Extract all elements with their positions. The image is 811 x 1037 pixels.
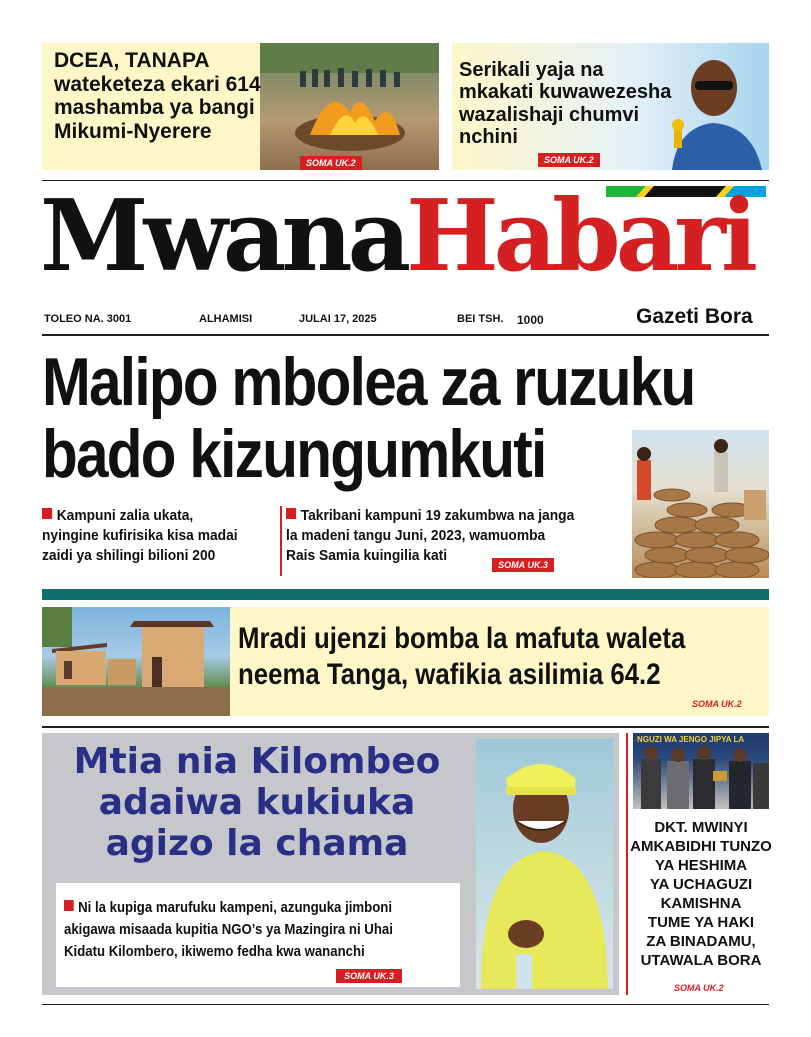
masthead-logo[interactable] (40, 178, 780, 296)
issue-number: TOLEO NA. 3001 (44, 313, 132, 325)
lead-soma[interactable]: SOMA UK.3 (492, 558, 554, 572)
fertilizer-sacks-photo (632, 430, 769, 578)
award-banner-text: NGUZI WA JENGO JIPYA LA (637, 735, 745, 744)
price-value: 1000 (517, 313, 544, 327)
teaser-right-title: Serikali yaja na mkakati kuwawezesha wazalishaji chumvi nchini (459, 59, 672, 149)
pipeline-bottom-rule (42, 726, 769, 728)
kilombero-bullet-box (56, 883, 460, 987)
pipeline-soma[interactable]: SOMA UK.2 (692, 699, 742, 709)
kilombero-soma[interactable]: SOMA UK.3 (336, 969, 402, 983)
kilombero-headline: Mtia nia Kilombeo adaiwa kukiuka agizo la chama (73, 741, 441, 864)
masthead-name-black: Mwana (40, 179, 407, 294)
bullet-square-icon (286, 508, 296, 519)
masthead-name-red: Habari (406, 179, 754, 294)
sidebar-caption[interactable]: DKT. MWINYI AMKABIDHI TUNZO YA HESHIMA YA UCHAGUZI KAMISHNA TUME YA HAKI ZA BINADAMU, UTAWALA BORA (630, 819, 772, 969)
pipeline-headline: Mradi ujenzi bomba la mafuta waleta neema Tanga, wafikia asilimia 64.2 (238, 622, 686, 691)
teaser-left-title: DCEA, TANAPA wateketeza ekari 614 mashamba ya bangi Mikumi-Nyerere (54, 49, 261, 143)
kilombero-story[interactable] (42, 733, 619, 995)
politician-photo (476, 739, 613, 989)
teaser-left-soma[interactable]: SOMA UK.2 (300, 156, 362, 170)
teaser-right[interactable] (452, 43, 769, 170)
kilombero-bullet: Ni la kupiga marufuku kampeni, azunguka jimboni akigawa misaada kupitia NGO’s ya Mazingira ni Uhai Kidatu Kilombero, ikiwemo fedha kwa wananchi (64, 899, 393, 960)
page-bottom-rule (42, 1004, 769, 1005)
issue-date: JULAI 17, 2025 (299, 313, 377, 325)
lead-bullet-2: Takribani kampuni 19 zakumbwa na janga la madeni tangu Juni, 2023, wamuomba Rais Samia kuingilia kati (286, 507, 575, 564)
pipeline-story[interactable] (42, 607, 769, 716)
lead-bullet-divider (280, 506, 282, 576)
issue-day: ALHAMISI (199, 313, 253, 325)
pipeline-buildings-photo (42, 607, 230, 716)
lead-headline[interactable]: Malipo mbolea za ruzuku bado kizungumkuti (42, 344, 695, 492)
lead-bullet-1: Kampuni zalia ukata, nyingine kufirisika kisa madai zaidi ya shilingi bilioni 200 (42, 507, 238, 564)
bullet-square-icon (42, 508, 52, 519)
section-divider-bar (42, 589, 769, 600)
slogan: Gazeti Bora (636, 305, 753, 328)
bullet-square-icon (64, 900, 74, 911)
award-ceremony-photo (633, 733, 769, 809)
masthead-bottom-rule (42, 334, 769, 336)
sidebar-soma[interactable]: SOMA UK.2 (674, 983, 724, 993)
teaser-right-soma[interactable]: SOMA UK.2 (538, 153, 600, 167)
teaser-left[interactable] (42, 43, 439, 170)
price-label: BEI TSH. (457, 313, 504, 325)
